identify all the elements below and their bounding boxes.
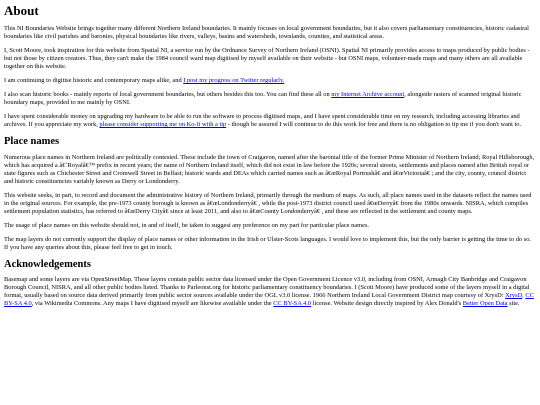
acknowledgements-text-b: , via Wikimedia Commons. Any maps I have digitised myself are likewise available under the: [31, 300, 274, 308]
about-scanning-paragraph: [4, 91, 536, 107]
better-open-data-link[interactable]: Better Open Data: [462, 300, 508, 308]
xrysd-link[interactable]: XrysD: [505, 292, 523, 300]
acknowledgements-heading: Acknowledgements: [4, 258, 91, 270]
place-names-contested-paragraph: Numerous place names in Northern Ireland are politically contested. These include the town of Craigavon, named after the baronial title of the former Prime Minister of Northern Ireland; Royal Hillsborough, which has acquired a â€˜Royalâ€™ prefix in recent years; the name of Northern Ireland itself, which did not exist in law before the 1920s; several streets, settlements and places named after British royal or state figures such as Chichester Street and Cromwell Street in Belfast; historic wards and DEAs which carried names such as â€œRoyal Portrushâ€ and â€œVictoriaâ€ ; and the city, county, council district and historic constituencies variably known as Derry or Londonderry.: [4, 153, 535, 185]
acknowledgements-paragraph: [4, 276, 536, 308]
place-names-sources-paragraph: This website seeks, in part, to record and document the administrative history of Northern Ireland, primarily through the medium of maps. As such, all place names used in the datasets reflect the names used in the original sources. For example, the pre-1973 county borough is known as â€œLondonderryâ€ , while the post-1973 district council used â€œDerryâ€ from the 1980s onwards. NISRA, which compiles settlement population statistics, has referred to â€œDerry Cityâ€ since at least 2011, and also to â€œCounty Londonderryâ€ , and these are reflected in the settlement and county maps.: [4, 191, 532, 215]
about-digitising-paragraph: [4, 77, 536, 85]
about-inspiration-paragraph: I, Scott Moore, took inspiration for this website from Spatial NI, a service run by the Ordnance Survey of Northern Ireland (OSNI). Spatial NI primarily provides access to maps produced by public bodies - but not those by citizen creators. Thus, they can't make the 1984 council ward map digitised by myself available on their website - but OSNI maps, volunteer-made maps and many others are all available together on this website.: [4, 47, 530, 71]
acknowledgements-text-a: Basemap and some layers are via OpenStreetMap. These layers contain public sector data licensed under the Open Government Licence v3.0, including from OSNI, Armagh City Banbridge and Craigavon Borough Council, NISRA, and all other public bodies listed. Thanks to Parleonst.org for historic parliamentary constituency boundaries. I (Scott Moore) have produced some of the layers myself in a digital format, usually based on source data derived primarily from public sector sources available under the OGL v3.0 license. 1966 Northern Ireland Local Government District map courtesy of XrysD:: [4, 276, 530, 300]
twitter-progress-link[interactable]: I post my progress on Twitter regularly.: [183, 77, 285, 85]
about-scanning-text: I also scan historic books - mainly reports of local government boundaries, but others besides this too. You can find these all on: [4, 91, 332, 99]
kofi-support-link[interactable]: please consider supporting me on Ko-fi with a tip: [99, 121, 227, 129]
about-heading: About: [4, 3, 39, 18]
acknowledgements-text-c: license. Website design directly inspired by Alex Donald's: [311, 300, 463, 308]
about-intro-paragraph: This NI Boundaries Website brings together many different Northern Ireland boundaries. It mainly focuses on local government boundaries, but it also covers parliamentary constituencies, historic cadastral boundaries like civil parishes and baronies, physical boundaries like rivers, valleys, basins and watersheds, townlands, counties, and statistical areas.: [4, 25, 529, 41]
about-support-text-after: - though be assured I will continue to do this work for free and there is no obligation to tip me if you don't want to.: [226, 121, 522, 129]
about-scanning-text-after: , alongside rasters of scanned original historic boundary maps, provided to me mainly by OSNI.: [4, 91, 522, 107]
cc-by-sa-link-2[interactable]: CC BY-SA 4.0: [273, 300, 312, 308]
place-names-languages-paragraph: The map layers do not currently support the display of place names or other information in the Irish or Ulster-Scots languages. I would love to implement this, but the only barrier is getting the time to do so. If you have any queries about this, please feel free to get in touch.: [4, 235, 531, 251]
about-digitising-text: I am continuing to digitise historic and contemporary maps alike, and: [4, 77, 184, 85]
acknowledgements-text-d: site.: [507, 300, 520, 308]
acknowledgements-sep: ,: [522, 292, 526, 300]
internet-archive-link[interactable]: my Internet Archive account: [331, 91, 405, 99]
place-names-preference-paragraph: The usage of place names on this website should not, in and of itself, be taken to suggest any preference on my part for particular place names.: [4, 221, 370, 229]
about-support-text: I have spent considerable money on upgrading my hardware to be able to run the software to process digitised maps, and I have spent considerable time on my research, including accessing libraries and archives. If you appreciate my work,: [4, 113, 520, 129]
cc-by-sa-link-1[interactable]: CC BY-SA 4.0: [4, 292, 534, 308]
place-names-heading: Place names: [4, 136, 60, 148]
about-support-paragraph: [4, 113, 536, 129]
